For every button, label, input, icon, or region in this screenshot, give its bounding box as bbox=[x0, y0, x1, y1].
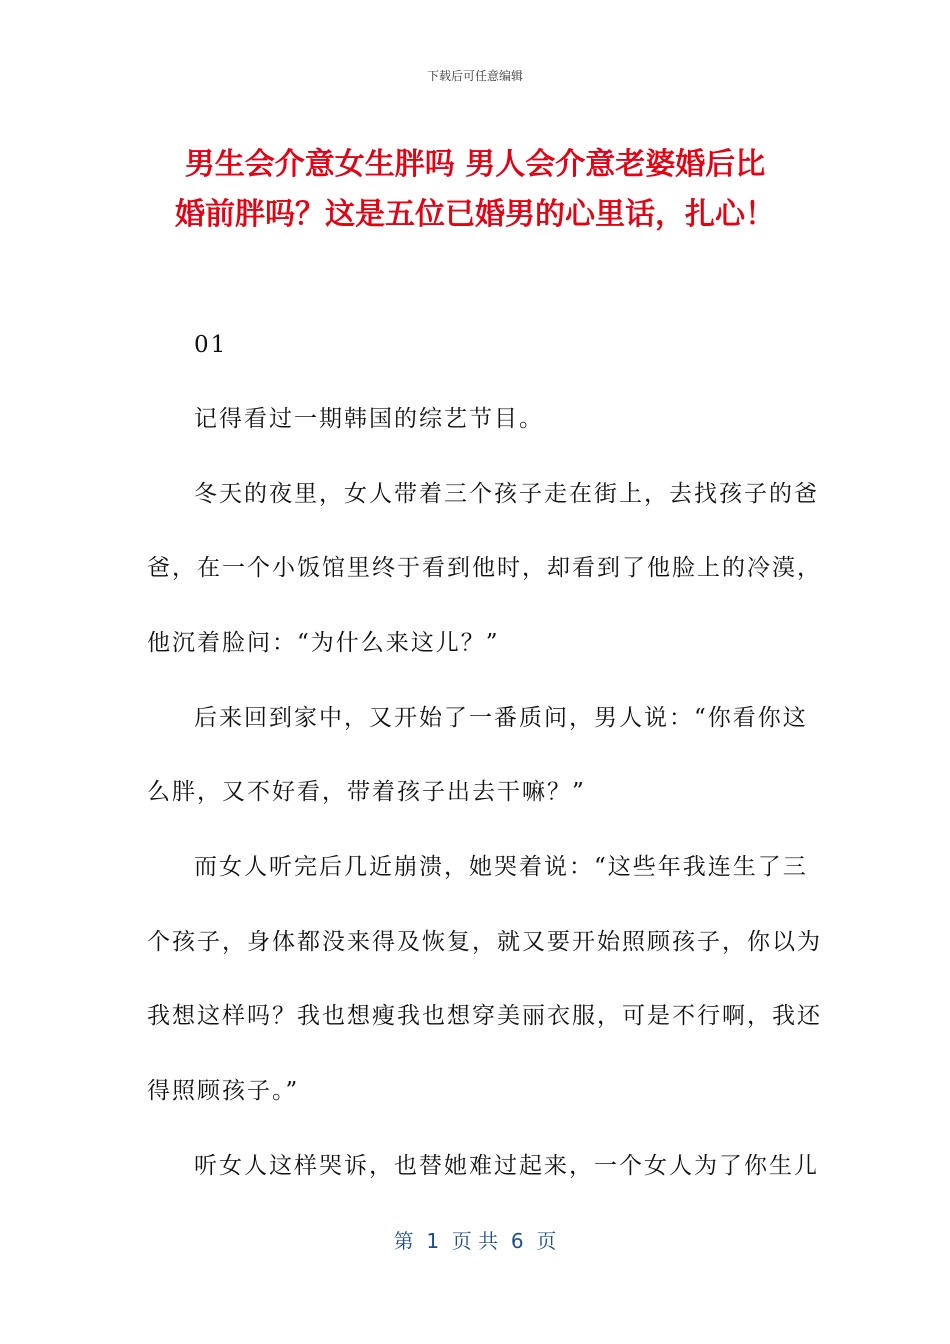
paragraph-line: 后来回到家中，又开始了一番质问，男人说：“你看你这 bbox=[194, 705, 808, 731]
paragraph-line: 记得看过一期韩国的综艺节目。 bbox=[194, 406, 544, 432]
paragraph-line: 冬天的夜里，女人带着三个孩子走在街上，去找孩子的爸 bbox=[194, 481, 819, 507]
paragraph-line: 听女人这样哭诉，也替她难过起来，一个女人为了你生儿 bbox=[194, 1153, 819, 1179]
title-line-1: 男生会介意女生胖吗 男人会介意老婆婚后比 bbox=[184, 147, 766, 182]
document-title bbox=[110, 140, 840, 240]
section-number: 01 bbox=[194, 332, 228, 358]
paragraph-line: 么胖，又不好看，带着孩子出去干嘛？” bbox=[147, 779, 586, 805]
page-footer: 第 1 页 共 6 页 bbox=[393, 1229, 557, 1253]
paragraph-line: 得照顾孩子。” bbox=[147, 1078, 300, 1104]
paragraph-line: 我想这样吗？我也想瘦我也想穿美丽衣服，可是不行啊，我还 bbox=[147, 1003, 822, 1029]
title-line-2: 婚前胖吗？这是五位已婚男的心里话，扎心！ bbox=[175, 197, 775, 232]
paragraph-line: 他沉着脸问：“为什么来这儿？” bbox=[147, 630, 500, 656]
header-note: 下载后可任意编辑 bbox=[426, 69, 523, 83]
paragraph-line: 个孩子，身体都没来得及恢复，就又要开始照顾孩子，你以为 bbox=[147, 929, 822, 955]
paragraph-line: 爸，在一个小饭馆里终于看到他时，却看到了他脸上的冷漠， bbox=[147, 555, 822, 581]
paragraph-line: 而女人听完后几近崩溃，她哭着说：“这些年我连生了三 bbox=[194, 854, 808, 880]
